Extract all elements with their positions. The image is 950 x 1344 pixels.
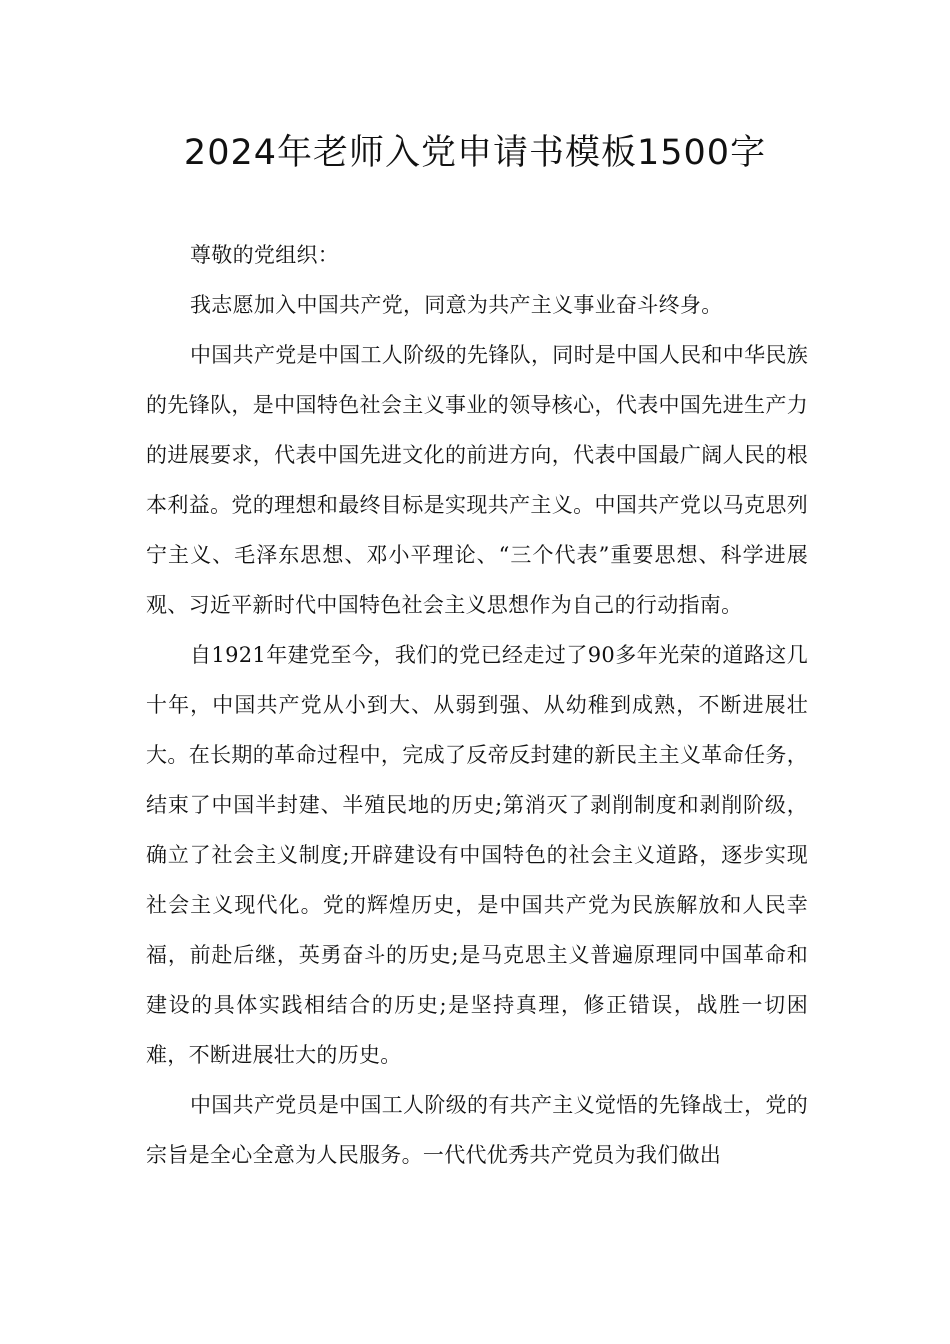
paragraph-party-nature: 中国共产党是中国工人阶级的先锋队，同时是中国人民和中华民族的先锋队，是中国特色社会主义事业的领导核心，代表中国先进生产力的进展要求，代表中国先进文化的前进方向，代表中国最广阔人民的根本利益。党的理想和最终目标是实现共产主义。中国共产党以马克思列宁主义、毛泽东思想、邓小平理论、“三个代表”重要思想、科学进展观、习近平新时代中国特色社会主义思想作为自己的行动指南。 [146,343,808,617]
document-body [146,230,808,1180]
paragraph-pledge: 我志愿加入中国共产党，同意为共产主义事业奋斗终身。 [190,293,723,317]
salutation: 尊敬的党组织： [190,243,340,267]
paragraph-party-members: 中国共产党员是中国工人阶级的有共产主义觉悟的先锋战士，党的宗旨是全心全意为人民服务。一代代优秀共产党员为我们做出 [146,1093,808,1167]
paragraph-party-history: 自1921年建党至今，我们的党已经走过了90多年光荣的道路这几十年，中国共产党从小到大、从弱到强、从幼稚到成熟，不断进展壮大。在长期的革命过程中，完成了反帝反封建的新民主主义革命任务，结束了中国半封建、半殖民地的历史;第消灭了剥削制度和剥削阶级，确立了社会主义制度;开辟建设有中国特色的社会主义道路，逐步实现社会主义现代化。党的辉煌历史，是中国共产党为民族解放和人民幸福，前赴后继，英勇奋斗的历史;是马克思主义普遍原理同中国革命和建设的具体实践相结合的历史;是坚持真理，修正错误，战胜一切困难，不断进展壮大的历史。 [146,643,808,1067]
document-title: 2024年老师入党申请书模板1500字 [183,133,767,173]
